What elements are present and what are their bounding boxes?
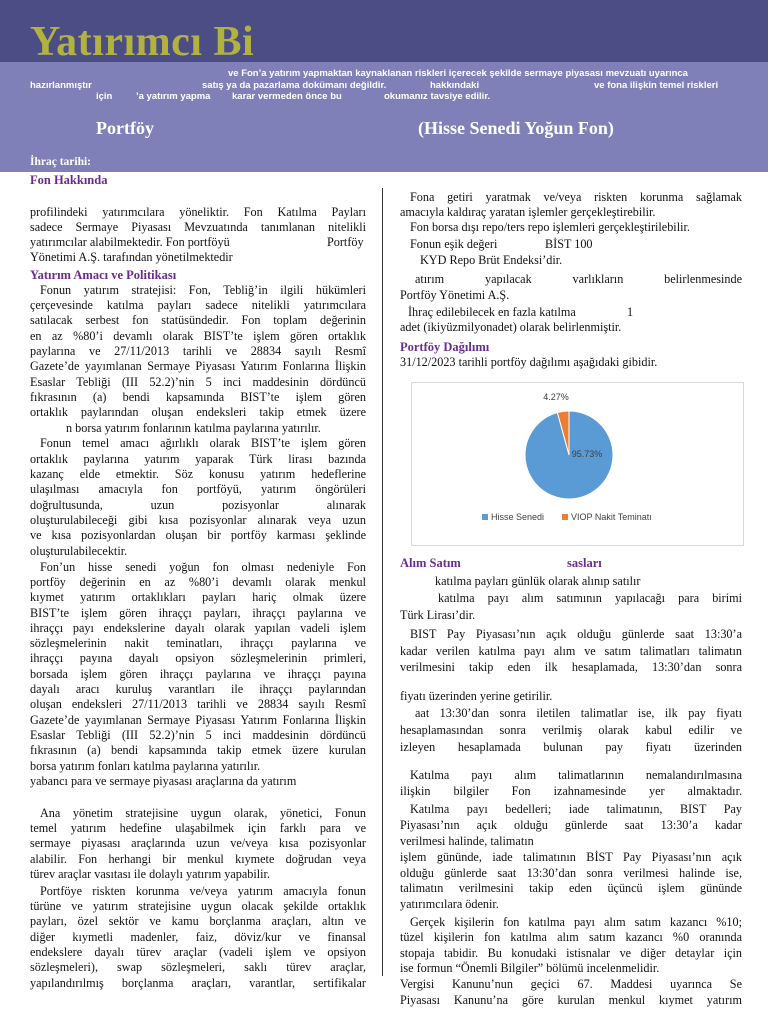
text-line: verilmesi halinde, talimatın	[400, 834, 534, 848]
warning-line: ve fona ilişkin temel riskleri	[594, 80, 719, 91]
text-line: ortaklık paylarına yatırım yaparak Türk lirası bazında	[30, 452, 366, 466]
fund-title-right: (Hisse Senedi Yoğun Fon)	[418, 118, 614, 138]
data-label-viop: 4.27%	[543, 392, 569, 402]
text-line: ihraççı payı endekslerine dayalı olarak yapılan vadeli işlem	[30, 621, 366, 635]
text-line: 1	[627, 305, 634, 319]
text-line: en az %80’i devamlı olarak BIST’te işlem gören ortaklık	[30, 329, 366, 343]
text-line: Fonun yatırım stratejisi: Fon, Tebliğ’in ilgili hükümleri	[40, 283, 366, 297]
legend-label: VIOP Nakit Teminatı	[571, 512, 652, 522]
text-line: dayalı aracı kuruluş varantları ile ihraççı paylarından	[30, 682, 366, 696]
text-line: çerçevesinde katılma payları sadece nitelikli yatırımcılara	[30, 298, 366, 312]
text-line: verilmesini takip eden ilk hesaplamada, 13:30’dan sonra	[400, 660, 742, 674]
text-line: atırım yapılacak varlıkların belirlenmesinde	[415, 272, 742, 286]
section-heading-fon: Fon Hakkında	[30, 173, 108, 187]
fund-title-left: Portföy	[96, 118, 154, 138]
text-line: ortaklık paylarından oluşan endeksleri takip etmek üzere	[30, 405, 366, 419]
section-heading-policy: Yatırım Amacı ve Politikası	[30, 268, 177, 282]
warning-line: hazırlanmıştır	[30, 80, 92, 91]
text-line: oluşturulabileceği gibi kısa pozisyonlar alınarak veya uzun	[30, 513, 366, 527]
text-line: tüzel kişilerin fon katılma alım satım kazancı %0 oranında	[400, 930, 742, 944]
text-line: İhraç edilebilecek en fazla katılma	[408, 305, 576, 319]
text-line: alabilir. Fon herhangi bir menkul kıymete doğrudan veya	[30, 852, 366, 866]
text-line: amacıyla kaldıraç yaratan işlemler gerçekleştirebilir.	[400, 205, 656, 219]
text-line: borsa yatırım fonları katılma paylarına yatırılır.	[30, 759, 261, 773]
text-line: stopaja tabidir. Bu konudaki istisnalar ve diğer detaylar için	[400, 946, 742, 960]
warning-line: ’a yatırım yapma	[136, 91, 211, 102]
text-line: BIST’te işlem gören ihraççı payları, ihraççı paylarına ve	[30, 606, 366, 620]
text-line: BİST 100	[545, 237, 593, 251]
warning-line: karar vermeden önce bu	[232, 91, 342, 102]
text-line: n borsa yatırım fonlarının katılma paylarına yatırılır.	[66, 421, 321, 435]
warning-line: okumanız tavsiye edilir.	[384, 91, 491, 102]
text-line: katılma payları günlük olarak alınıp satılır	[435, 574, 641, 588]
warning-line: için	[96, 91, 113, 102]
legend-label: Hisse Senedi	[491, 512, 545, 522]
text-line: sadece Sermaye Piyasası Mevzuatında tanımlanan nitelikli	[30, 220, 366, 234]
text-line: Yönetimi A.Ş. tarafından yönetilmektedir	[30, 250, 233, 264]
pie-svg	[412, 383, 743, 545]
section-heading-distribution: Portföy Dağılımı	[400, 340, 490, 354]
text-line: kıymet yatırım ortaklıkları payları hariç olmak üzere	[30, 590, 366, 604]
text-line: ihraççı payına dayalı opsiyon sözleşmelerinin primleri,	[30, 651, 366, 665]
text-line: sözleşmelerinin nakit teminatları, ihraççı paylarına ve	[30, 636, 366, 650]
text-line: ise formun “Önemli Bilgiler” bölümü incelenmelidir.	[400, 961, 660, 975]
text-line: Fonun temel amacı ağırlıklı olarak BIST’te işlem gören	[40, 436, 366, 450]
text-line: sermaye piyasası araçlarında uzun ve/veya kısa pozisyonlar	[30, 836, 366, 850]
issue-date-label: İhraç tarihi:	[30, 156, 92, 168]
legend-swatch	[482, 514, 488, 520]
text-line: Gazete’de yayımlanan Sermaye Piyasası Yatırım Fonlarına İlişkin	[30, 713, 366, 727]
text-line: temel yatırım hedefine ulaşabilmek için farklı para ve	[30, 821, 366, 835]
text-line: Katılma payı alım talimatlarının nemalandırılmasına	[410, 768, 742, 782]
text-line: yatırımcılara ödenir.	[400, 897, 499, 911]
column-divider	[382, 188, 383, 976]
text-line: Esaslar Tebliği (III 52.2)’nin 5 inci maddesinin dördüncü	[30, 728, 366, 742]
text-line: profilindeki yatırımcılara yöneliktir. Fon Katılma Payları	[30, 205, 366, 219]
distribution-date-line: 31/12/2023 tarihli portföy dağılımı aşağıdaki gibidir.	[400, 355, 658, 369]
text-line: fıkrasının (a) bendi kapsamında BIST’te işlem gören	[30, 390, 366, 404]
warning-line: hakkındaki	[430, 80, 480, 91]
text-line: kadar verilen katılma payı alım ve satım talimatları talimatın	[400, 644, 742, 658]
text-line: Fon’un hisse senedi yoğun fon olması nedeniyle Fon	[40, 560, 366, 574]
portfolio-pie-chart	[411, 382, 744, 546]
text-line: Portföy Yönetimi A.Ş.	[400, 288, 510, 302]
text-line: fiyatı üzerinden yerine getirilir.	[400, 689, 553, 703]
text-line: payları, özel sektör ve kamu borçlanma araçları, altın ve	[30, 914, 366, 928]
text-line: diğer kıymetli madenler, faiz, döviz/kur ve finansal	[30, 930, 366, 944]
warning-line: ve Fon’a yatırım yapmaktan kaynaklanan riskleri içerecek şekilde sermaye piyasası mevzuatı uyarınca	[228, 68, 688, 79]
text-line: satılacak serbest fon statüsündedir. Fon toplam değerinin	[30, 313, 366, 327]
text-line: doğrultusunda, uzun pozisyonlar alınarak	[30, 498, 366, 512]
text-line: olduğu günlerde saat 13:30’dan sonra verilmesi halinde ise,	[400, 866, 742, 880]
text-line: ve kısa pozisyonlardan oluşan bir portföy karması şeklinde	[30, 528, 366, 542]
text-line: BIST Pay Piyasası’nın açık olduğu günlerde saat 13:30’a	[410, 627, 742, 641]
text-line: oluşan endeksleri 27/11/2013 tarihli ve 28834 sayılı Resmî	[30, 697, 366, 711]
text-line: yapılandırılmış borçlanma araçları, varantlar, sertifikalar	[30, 976, 366, 990]
text-line: adet (ikiyüzmilyonadet) olarak belirlenmiştir.	[400, 320, 622, 334]
text-line: Piyasası Kanunu’na göre kurulan menkul kıymet yatırım	[400, 993, 742, 1007]
text-line: ilişkin bilgiler Fon izahnamesinde yer almaktadır.	[400, 784, 742, 798]
text-line: türüne ve yatırım stratejisine uygun olacak şekilde ortaklık	[30, 899, 366, 913]
text-line: Gazete’de yayımlanan Sermaye Piyasası Yatırım Fonlarına İlişkin	[30, 359, 366, 373]
text-line: Türk Lirası’dir.	[400, 608, 476, 622]
section-heading-trade: Alım Satım	[400, 556, 461, 570]
text-line: Katılma payı bedelleri; iade talimatının, BIST Pay	[410, 802, 742, 816]
text-line: oluşturulabilecektir.	[30, 544, 128, 558]
text-line: fıkrasının (a) bendi kapsamında takip etmek üzere kurulan	[30, 743, 366, 757]
text-line: Fon borsa dışı repo/ters repo işlemleri gerçekleştirilebilir.	[410, 220, 690, 234]
text-line: portföy değerinin en az %80’i devamlı olarak menkul	[30, 575, 366, 589]
text-line: Portföye riskten korunma ve/veya yatırım amacıyla fonun	[40, 884, 366, 898]
text-line: Esaslar Tebliği (III 52.2)’nin 5 inci maddesinin dördüncü	[30, 375, 366, 389]
data-label-hisse-senedi: 95.73%	[571, 449, 603, 459]
text-line: Vergisi Kanunu’nun geçici 67. Maddesi uyarınca Se	[400, 977, 742, 991]
text-line: paylarına ve 27/11/2013 tarihli ve 28834 sayılı Resmî	[30, 344, 366, 358]
text-line: işlem gününde, iade talimatının BİST Pay Piyasası’nın açık	[400, 850, 742, 864]
text-line: talimatın verilmesini takip eden üçüncü işlem gününde	[400, 881, 742, 895]
section-heading-trade-tail: sasları	[567, 556, 602, 570]
text-line: borsada işlem gören ihraççı paylarına ve ihraççı payına	[30, 667, 366, 681]
warning-line: satış ya da pazarlama dokümanı değildir.	[202, 80, 387, 91]
text-line: sözleşmeleri), swap sözleşmeleri, saklı türev araçlar,	[30, 960, 366, 974]
text-line: hesaplamasından sonra verilmiş olarak kabul edilir ve	[400, 723, 742, 737]
text-line: ulaşılması amacıyla fon portföyü, yatırım öngörüleri	[30, 482, 366, 496]
text-line: Fonun eşik değeri	[410, 237, 498, 251]
text-line: KYD Repo Brüt Endeksi’dir.	[420, 253, 563, 267]
text-line: Ana yönetim stratejisine uygun olarak, yönetici, Fonun	[40, 806, 366, 820]
text-line: aat 13:30’dan sonra iletilen talimatlar ise, ilk pay fiyatı	[415, 706, 742, 720]
text-line: izleyen hesaplamada bulunan pay fiyatı üzerinden	[400, 740, 742, 754]
text-line: türev araçlar vasıtası ile dolaylı yatırım yapabilir.	[30, 867, 270, 881]
text-line: Fona getiri yaratmak ve/veya riskten korunma sağlamak	[410, 190, 742, 204]
text-line: Gerçek kişilerin fon katılma payı alım satım kazancı %10;	[410, 915, 742, 929]
text-line: Piyasası’nın açık olduğu günlerde saat 13:30’a kadar	[400, 818, 742, 832]
text-line: kazanç elde etmektir. Söz konusu yatırım hedeflerine	[30, 467, 366, 481]
text-line: Portföy	[327, 235, 364, 249]
legend-swatch	[562, 514, 568, 520]
brand-title: Yatırımcı Bi	[30, 19, 255, 65]
text-line: katılma payı alım satımının yapılacağı para birimi	[438, 591, 742, 605]
text-line: yatırımcılar alabilmektedir. Fon portföyü	[30, 235, 230, 249]
text-line: yabancı para ve sermaye piyasası araçlarına da yatırım	[30, 774, 297, 788]
text-line: endekslere dayalı türev araçlar (vadeli işlem ve opsiyon	[30, 945, 366, 959]
